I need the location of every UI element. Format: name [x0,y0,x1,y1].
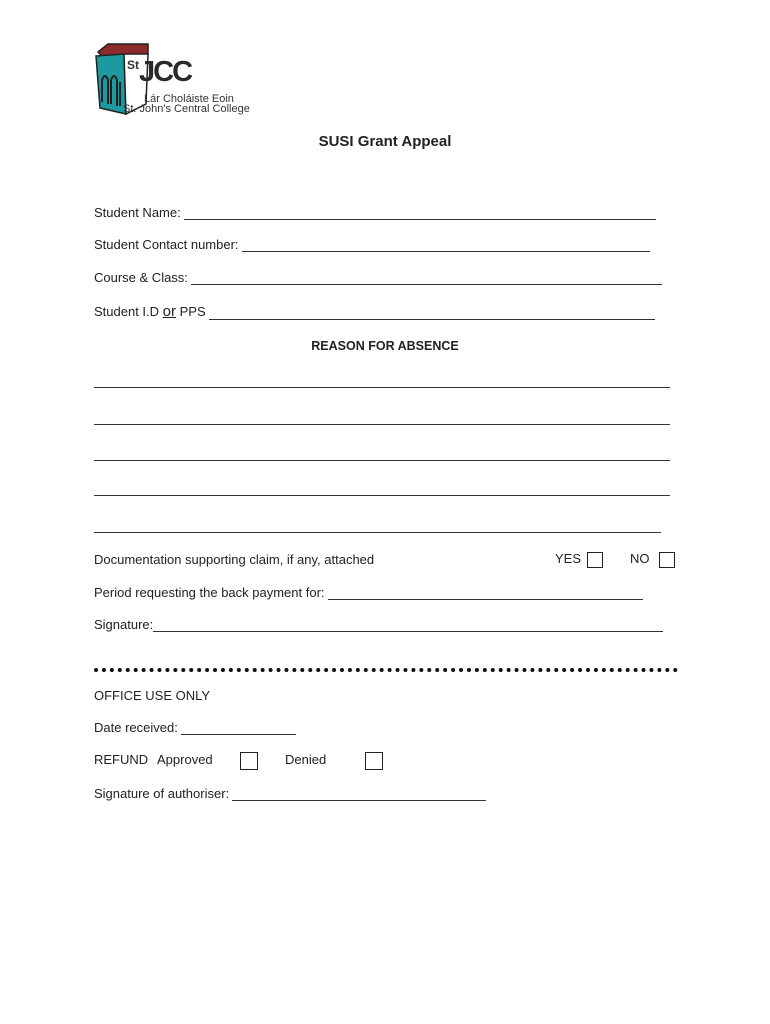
logo-english-name: St. John's Central College [123,103,250,115]
authoriser-label: Signature of authoriser: [94,786,230,801]
period-field[interactable] [328,585,643,600]
student-name-label: Student Name: [94,205,181,220]
signature-label: Signature: [94,617,154,632]
student-name-row [94,205,656,220]
student-id-field[interactable] [209,305,655,320]
student-id-label [94,303,209,320]
signature-row [94,617,663,632]
refund-label: REFUND [94,752,149,767]
logo-irish-name: Lár Choláiste Eoin [144,93,234,105]
yes-checkbox[interactable] [587,552,603,568]
contact-field[interactable] [242,237,650,252]
approved-checkbox[interactable] [240,752,258,770]
office-heading: OFFICE USE ONLY [94,688,211,703]
course-row [94,270,662,285]
student-id-row [94,303,655,320]
reason-line[interactable] [94,387,670,388]
no-checkbox[interactable] [659,552,675,568]
documentation-label: Documentation supporting claim, if any, attached [94,552,375,567]
no-option [630,551,675,568]
student-name-field[interactable] [184,205,656,220]
logo-jcc-text: JCC [139,56,192,88]
date-received-row [94,720,296,735]
course-label: Course & Class: [94,270,188,285]
office-divider [94,668,678,672]
no-label: NO [630,551,650,566]
period-row [94,585,643,600]
denied-label: Denied [285,752,327,767]
period-label: Period requesting the back payment for: [94,585,325,600]
signature-field[interactable] [153,617,663,632]
reason-heading: REASON FOR ABSENCE [311,339,459,353]
reason-line[interactable] [94,532,661,533]
reason-line[interactable] [94,495,670,496]
approved-label: Approved [157,752,213,767]
yes-label: YES [555,551,582,566]
reason-line[interactable] [94,424,670,425]
pps-text: PPS [176,304,206,319]
contact-label: Student Contact number: [94,237,239,252]
authoriser-row [94,786,486,801]
logo-st-text: St [127,58,139,72]
form-title: SUSI Grant Appeal [318,133,452,150]
reason-line[interactable] [94,460,670,461]
date-received-field[interactable] [181,720,296,735]
or-text: or [162,303,176,320]
authoriser-signature-field[interactable] [232,786,486,801]
contact-row [94,237,650,252]
denied-checkbox[interactable] [365,752,383,770]
student-id-text: Student I.D [94,304,163,319]
yes-option [555,551,603,568]
date-received-label: Date received: [94,720,178,735]
college-logo [94,42,274,120]
course-field[interactable] [191,270,662,285]
